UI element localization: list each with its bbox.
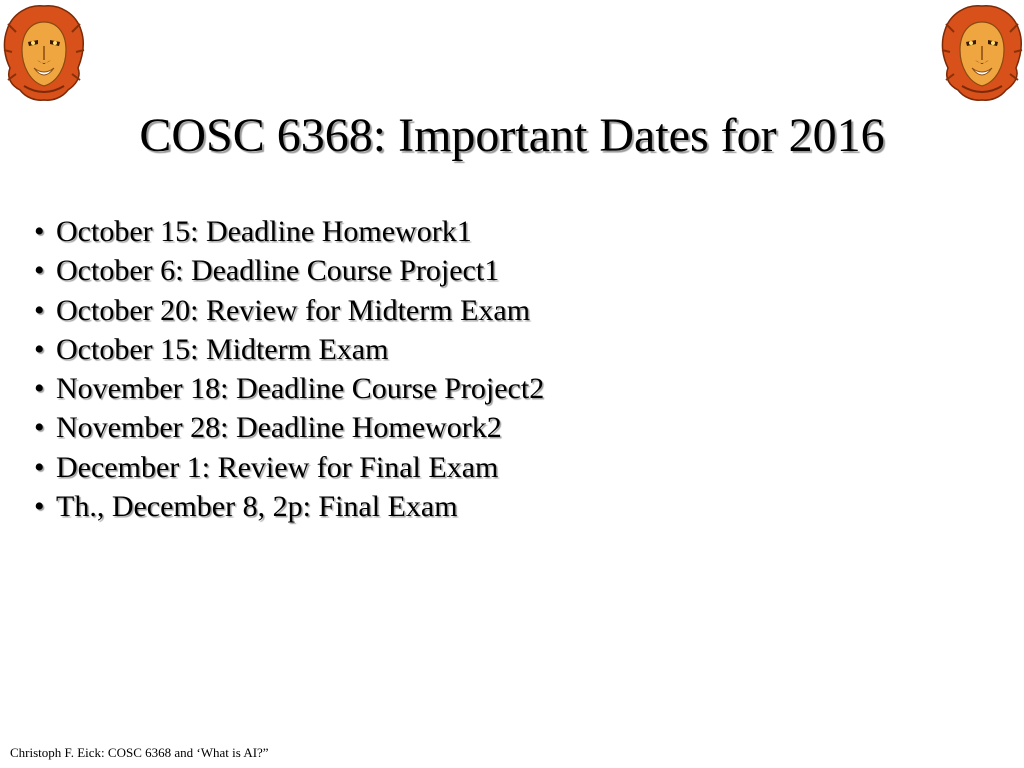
lion-logo-right: [940, 2, 1024, 102]
list-item: [34, 212, 544, 251]
list-item-text: October 20: Review for Midterm Exam: [56, 293, 531, 327]
list-item: [34, 251, 544, 290]
bullet-icon: •: [34, 293, 45, 327]
bullet-icon: •: [34, 332, 45, 366]
list-item-text: October 15: Midterm Exam: [56, 332, 389, 366]
bullet-icon: •: [34, 411, 45, 445]
bullet-icon: •: [34, 254, 45, 288]
lion-mascot-icon: [940, 2, 1024, 102]
lion-mascot-icon: [2, 2, 86, 102]
list-item-text: October 6: Deadline Course Project1: [56, 254, 500, 288]
list-item: [34, 487, 544, 526]
list-item: [34, 330, 544, 369]
dates-list: [34, 212, 544, 526]
list-item: [34, 448, 544, 487]
bullet-icon: •: [34, 215, 45, 248]
list-item: [34, 369, 544, 408]
list-item: [34, 408, 544, 447]
list-item-text: October 15: Deadline Homework1: [56, 215, 472, 248]
slide-footer: Christoph F. Eick: COSC 6368 and ‘What is AI?”: [10, 745, 269, 760]
bullet-icon: •: [34, 372, 45, 406]
list-item: [34, 291, 544, 330]
list-item-text: November 28: Deadline Homework2: [56, 411, 502, 445]
list-item-text: Th., December 8, 2p: Final Exam: [56, 490, 458, 524]
list-item-text: December 1: Review for Final Exam: [56, 450, 499, 484]
bullet-icon: •: [34, 490, 45, 524]
slide-title: COSC 6368: Important Dates for 2016: [139, 109, 885, 162]
bullet-icon: •: [34, 450, 45, 484]
lion-logo-left: [2, 2, 86, 102]
list-item-text: November 18: Deadline Course Project2: [56, 372, 545, 406]
